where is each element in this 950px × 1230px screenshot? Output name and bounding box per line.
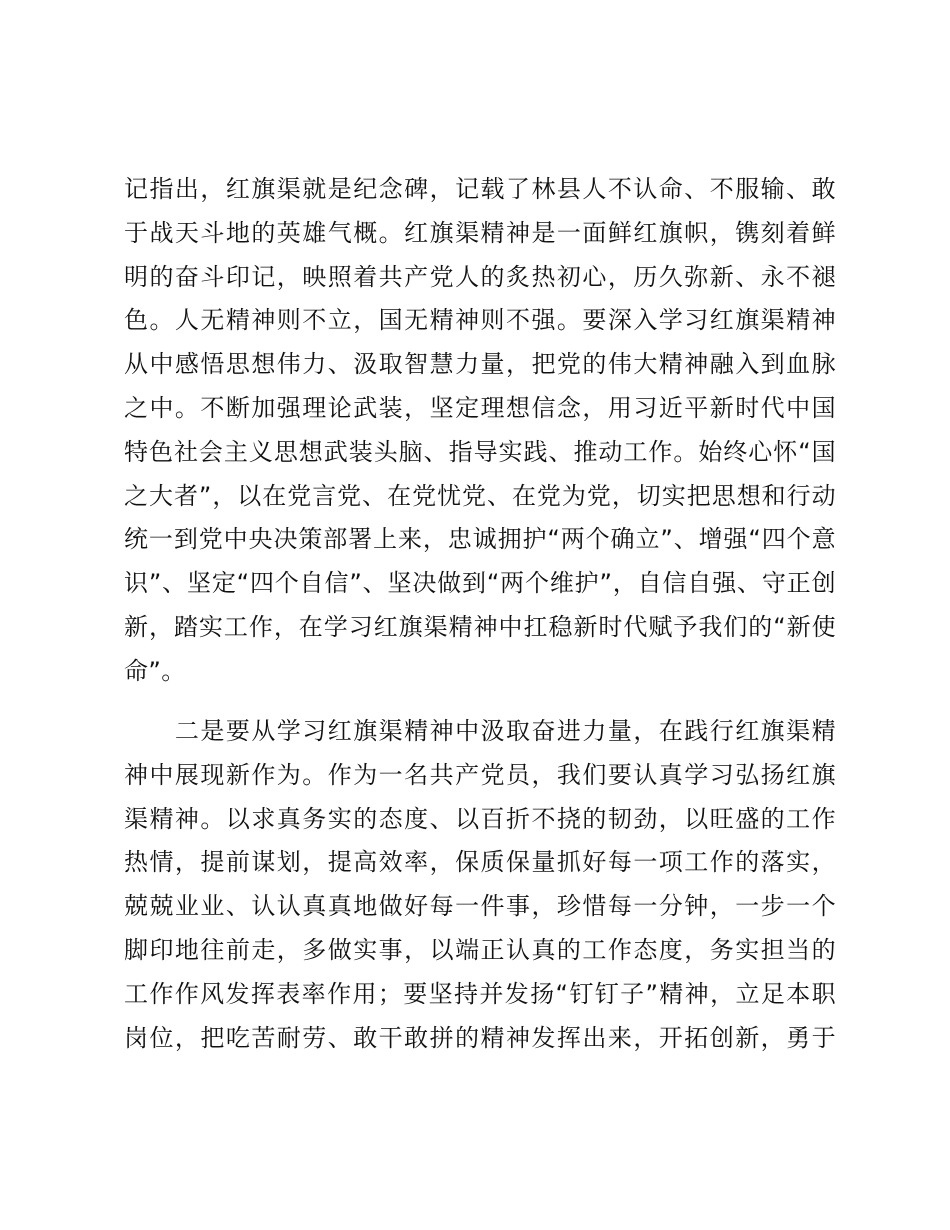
paragraph-1-line: 明的奋斗印记，映照着共产党人的炙热初心，历久弥新、永不褪	[124, 262, 836, 291]
paragraph-1-line: 记指出，红旗渠就是纪念碑，记载了林县人不认命、不服输、敢	[124, 175, 836, 203]
paragraph-2-line: 脚印地往前走，多做实事，以端正认真的工作态度，务实担当的	[124, 935, 836, 964]
paragraph-2-line: 热情，提前谋划，提高效率，保质保量抓好每一项工作的落实，	[124, 848, 836, 877]
paragraph-1-line: 新，踏实工作，在学习红旗渠精神中扛稳新时代赋予我们的“新使	[124, 612, 836, 641]
paragraph-2-line: 二是要从学习红旗渠精神中汲取奋进力量，在践行红旗渠精	[124, 717, 836, 745]
paragraph-1-line: 统一到党中央决策部署上来，忠诚拥护“两个确立”、增强“四个意	[124, 525, 836, 554]
paragraph-2-line: 渠精神。以求真务实的态度、以百折不挠的韧劲，以旺盛的工作	[124, 804, 836, 833]
paragraph-1-line: 识”、坚定“四个自信”、坚决做到“两个维护”，自信自强、守正创	[124, 569, 836, 598]
paragraph-1-line: 之大者”，以在党言党、在党忧党、在党为党，切实把思想和行动	[124, 481, 836, 510]
paragraph-1-line: 特色社会主义思想武装头脑、指导实践、推动工作。始终心怀“国	[124, 437, 836, 466]
paragraph-2-line: 工作作风发挥表率作用；要坚持并发扬“钉钉子”精神，立足本职	[124, 979, 836, 1008]
paragraph-2	[124, 710, 836, 1060]
paragraph-1	[124, 168, 836, 694]
paragraph-2-line: 兢兢业业、认认真真地做好每一件事，珍惜每一分钟，一步一个	[124, 892, 836, 921]
paragraph-1-line: 命”。	[124, 656, 186, 685]
paragraph-2-line: 神中展现新作为。作为一名共产党员，我们要认真学习弘扬红旗	[124, 760, 836, 789]
paragraph-1-line: 色。人无精神则不立，国无精神则不强。要深入学习红旗渠精神	[124, 306, 836, 335]
paragraph-1-line: 于战天斗地的英雄气概。红旗渠精神是一面鲜红旗帜，镌刻着鲜	[124, 218, 836, 247]
paragraph-1-line: 从中感悟思想伟力、汲取智慧力量，把党的伟大精神融入到血脉	[124, 350, 836, 379]
paragraph-1-line: 之中。不断加强理论武装，坚定理想信念，用习近平新时代中国	[124, 393, 836, 422]
paragraph-2-line: 岗位，把吃苦耐劳、敢干敢拼的精神发挥出来，开拓创新，勇于	[124, 1023, 836, 1052]
